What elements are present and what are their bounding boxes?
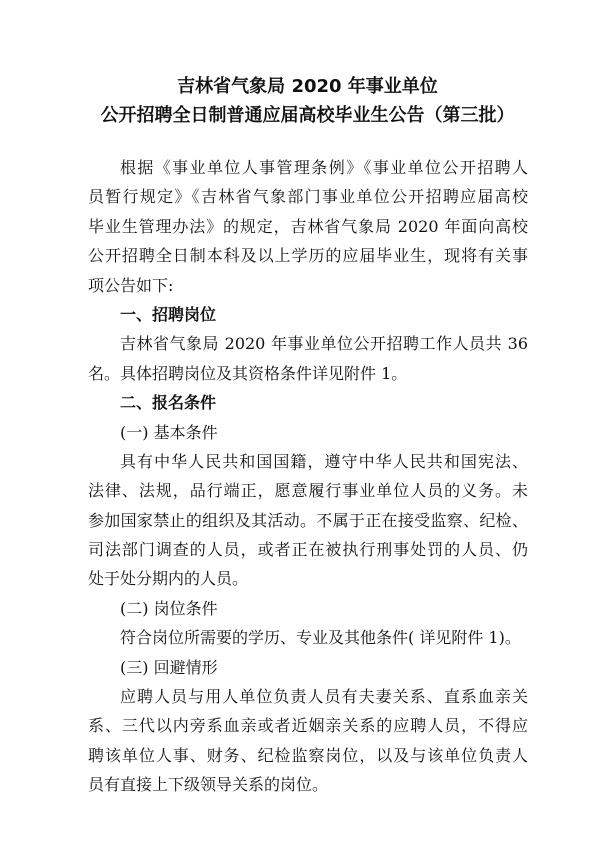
subsection-1-line: 具有中华人民共和国国籍，遵守中华人民共和国宪法、: [120, 451, 528, 471]
intro-line: 公开招聘全日制本科及以上学历的应届毕业生，现将有关事: [88, 246, 528, 266]
subsection-3-heading: (三) 回避情形: [120, 657, 218, 677]
subsection-3-line: 员有直接上下级领导关系的岗位。: [88, 775, 329, 795]
section-1-line: 名。具体招聘岗位及其资格条件详见附件 1。: [88, 363, 408, 383]
title-line-1: 吉林省气象局 2020 年事业单位: [177, 76, 438, 97]
subsection-1-line: 处于处分期内的人员。: [88, 569, 249, 589]
section-1-line: 吉林省气象局 2020 年事业单位公开招聘工作人员共 36: [120, 334, 528, 354]
document-body: [88, 153, 528, 800]
subsection-1-line: 参加国家禁止的组织及其活动。不属于正在接受监察、纪检、: [88, 510, 528, 530]
subsection-3-line: 系、三代以内旁系血亲或者近姻亲关系的应聘人员，不得应: [88, 716, 528, 736]
subsection-2-line: 符合岗位所需要的学历、专业及其他条件( 详见附件 1)。: [120, 628, 521, 648]
subsection-3-line: 聘该单位人事、财务、纪检监察岗位，以及与该单位负责人: [88, 745, 528, 765]
section-2-heading: 二、报名条件: [120, 393, 217, 413]
intro-line: 项公告如下:: [88, 275, 174, 295]
subsection-1-line: 司法部门调查的人员，或者正在被执行刑事处罚的人员、仍: [88, 540, 528, 560]
intro-line: 根据《事业单位人事管理条例》《事业单位公开招聘人: [120, 158, 528, 177]
subsection-1-line: 法律、法规，品行端正，愿意履行事业单位人员的义务。未: [88, 481, 528, 501]
intro-line: 毕业生管理办法》的规定，吉林省气象局 2020 年面向高校: [88, 216, 528, 236]
title-line-2: 公开招聘全日制普通应届高校毕业生公告（第三批）: [100, 105, 515, 126]
subsection-1-heading: (一) 基本条件: [120, 422, 218, 442]
intro-line: 员暂行规定》《吉林省气象部门事业单位公开招聘应届高校: [88, 187, 528, 207]
section-1-heading: 一、招聘岗位: [120, 304, 217, 324]
subsection-2-heading: (二) 岗位条件: [120, 598, 218, 618]
subsection-3-line: 应聘人员与用人单位负责人员有夫妻关系、直系血亲关: [120, 687, 528, 707]
